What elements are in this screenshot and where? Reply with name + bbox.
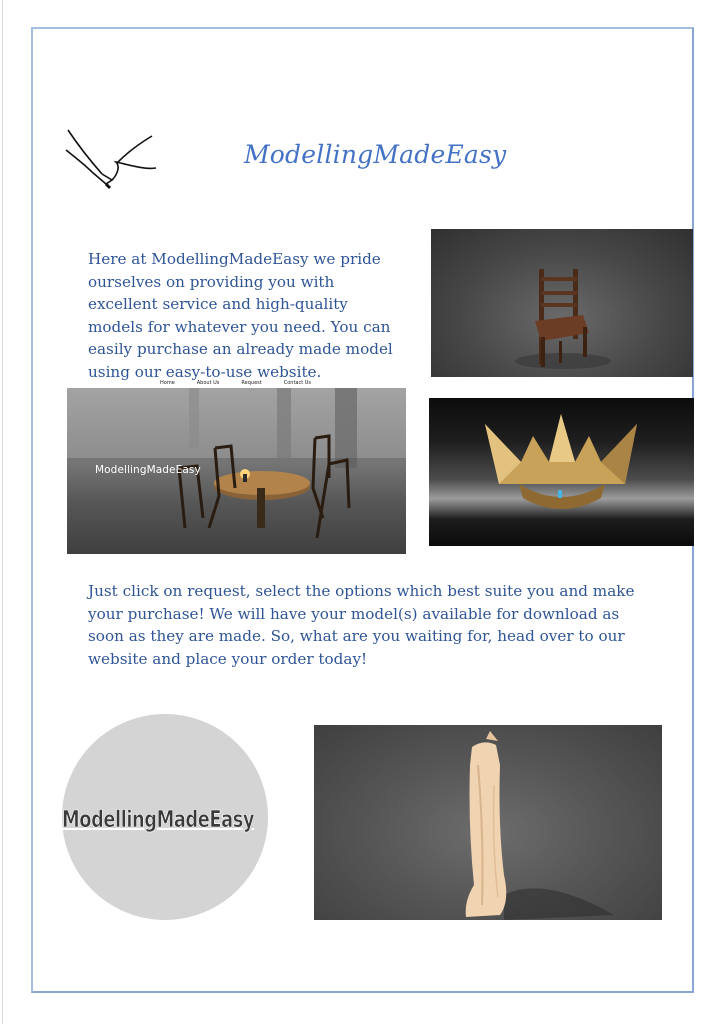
nav-contact-us: Contact Us [283, 380, 312, 386]
nav-home: Home [160, 380, 175, 386]
intro-paragraph: Here at ModellingMadeEasy we pride ourselves on providing you with excellent service and high-quality models for whatever you need. You can easily purchase an already made model using our easy-to-use website. [88, 250, 393, 381]
website-preview-nav [160, 380, 311, 386]
pen-logo-icon [62, 122, 160, 194]
crown-render-image [429, 398, 694, 546]
nav-request: Request [241, 380, 262, 386]
call-to-action-text: Just click on request, select the options which best suite you and make your purchase! We will have your model(s) available for download as soon as they are made. So, what are you waiting for, head over to our website and place your order today! [88, 582, 635, 668]
brand-badge-label: ModellingMadeEasy [62, 807, 255, 833]
nav-about-us: About Us [196, 380, 220, 386]
website-screenshot-image [67, 388, 406, 554]
chair-render-image [431, 229, 693, 377]
page-edge [2, 0, 3, 1024]
website-banner-label: ModellingMadeEasy [95, 464, 201, 476]
site-title: ModellingMadeEasy [244, 140, 507, 169]
candle-render-image [314, 725, 662, 920]
call-to-action-paragraph [88, 580, 648, 670]
